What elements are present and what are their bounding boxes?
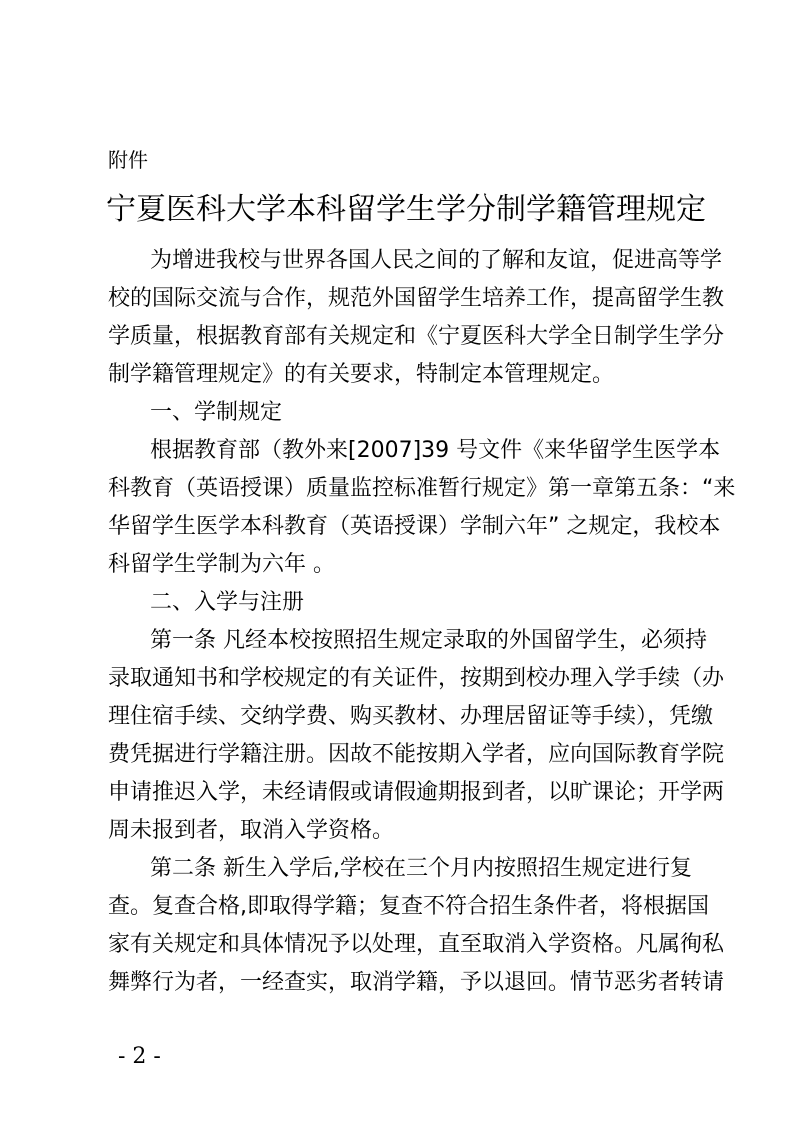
paragraph-line: 制学籍管理规定》的有关要求，特制定本管理规定。 [108, 362, 615, 387]
paragraph-line: 舞弊行为者，一经查实，取消学籍，予以退回。情节恶劣者转请 [108, 970, 725, 995]
section-heading: 二、入学与注册 [150, 590, 305, 615]
paragraph-line: 第二条 新生入学后,学校在三个月内按照招生规定进行复 [150, 856, 692, 881]
paragraph-line: 校的国际交流与合作，规范外国留学生培养工作，提高留学生教 [108, 286, 725, 311]
paragraph-line: 费凭据进行学籍注册。因故不能按期入学者，应向国际教育学院 [108, 742, 725, 767]
document-title: 宁夏医科大学本科留学生学分制学籍管理规定 [106, 192, 706, 227]
document-body [108, 242, 736, 1002]
paragraph-line: 理住宿手续、交纳学费、购买教材、办理居留证等手续），凭缴 [108, 704, 714, 729]
paragraph-line: 申请推迟入学，未经请假或请假逾期报到者，以旷课论；开学两 [108, 780, 725, 805]
paragraph-line: 科留学生学制为六年 。 [108, 552, 335, 577]
paragraph-line: 为增进我校与世界各国人民之间的了解和友谊，促进高等学 [150, 248, 723, 273]
paragraph-line: 华留学生医学本科教育（英语授课）学制六年” 之规定，我校本 [108, 514, 721, 539]
paragraph-line: 科教育（英语授课）质量监控标准暂行规定》第一章第五条：“来 [108, 476, 736, 501]
section-heading: 一、学制规定 [150, 400, 283, 425]
annex-label: 附件 [108, 148, 148, 172]
paragraph-line: 录取通知书和学校规定的有关证件，按期到校办理入学手续（办 [108, 666, 725, 691]
paragraph-line: 第一条 凡经本校按照招生规定录取的外国留学生，必须持 [150, 628, 707, 653]
paragraph-line: 根据教育部（教外来[2007]39 号文件《来华留学生医学本 [150, 438, 721, 463]
paragraph-line: 周未报到者，取消入学资格。 [108, 818, 395, 843]
paragraph-line: 家有关规定和具体情况予以处理，直至取消入学资格。凡属徇私 [108, 932, 725, 957]
paragraph-line: 查。复查合格,即取得学籍；复查不符合招生条件者，将根据国 [108, 894, 709, 919]
page-number: - 2 - [118, 1044, 161, 1069]
paragraph-line: 学质量，根据教育部有关规定和《宁夏医科大学全日制学生学分 [108, 324, 725, 349]
